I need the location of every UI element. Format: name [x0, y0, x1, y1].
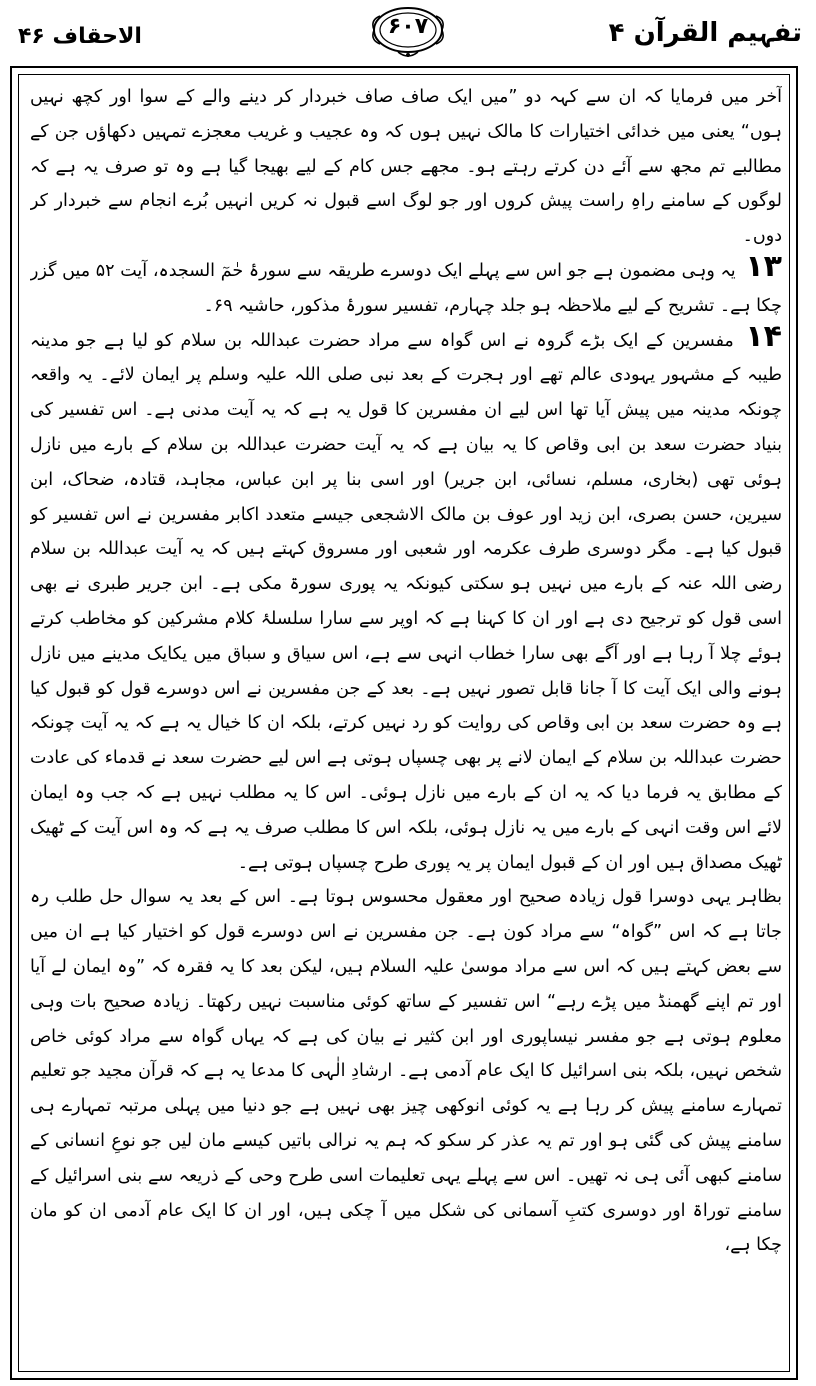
footnote-paragraph — [30, 248, 782, 324]
footnote-paragraph — [30, 318, 782, 881]
footnote-number: ۱۳ — [745, 248, 782, 284]
paragraph-text: یہ وہی مضمون ہے جو اس سے پہلے ایک دوسرے طریقہ سے سورۂ حٰمٓ السجدہ، آیت ۵۲ میں گزر چکا ہے۔ تشریح کے لیے ملاحظہ ہو جلد چہارم، تفسیر سورۂ مذکور، حاشیہ ۶۹۔ — [30, 260, 782, 316]
page-header — [0, 0, 816, 70]
paragraph-text: مفسرین کے ایک بڑے گروہ نے اس گواہ سے مراد حضرت عبداللہ بن سلام کو لیا ہے جو مدینہ طیبہ کے مشہور یہودی عالم تھے اور ہجرت کے بعد نبی صلی اللہ علیہ وسلم پر ایمان لائے۔ یہ واقعہ چونکہ مدینہ میں پیش آیا تھا اس لیے ان مفسرین کا قول یہ ہے کہ یہ آیت مدنی ہے۔ اس تفسیر کی بنیاد حضرت سعد بن ابی وقاص کا یہ بیان ہے کہ یہ آیت حضرت عبداللہ بن سلام کے بارے میں نازل ہوئی تھی (بخاری، مسلم، نسائی، ابن جریر) اور اسی بنا پر ابن عباس، مجاہد، قتادہ، ضحاک، ابن سیرین، حسن بصری، ابن زید اور عوف بن مالک الاشجعی جیسے متعدد اکابر مفسرین نے اس تفسیر کو قبول کیا ہے۔ مگر دوسری طرف عکرمہ اور شعبی اور مسروق کہتے ہیں کہ یہ آیت عبداللہ بن سلام رضی اللہ عنہ کے بارے میں نہیں ہو سکتی کیونکہ یہ پوری سورۃ مکی ہے۔ ابن جریر طبری نے بھی اسی قول کو ترجیح دی ہے اور ان کا کہنا ہے کہ اوپر سے سارا سلسلۂ کلام مشرکین کو مخاطب کرتے ہوئے چلا آ رہا ہے اور آگے بھی سارا خطاب انہی سے ہے، اس سیاق و سباق میں یکایک مدینے میں نازل ہونے والی ایک آیت کا آ جانا قابل تصور نہیں ہے۔ بعد کے جن مفسرین نے اس دوسرے قول کو قبول کیا ہے وہ حضرت سعد بن ابی وقاص کی روایت کو رد نہیں کرتے، بلکہ ان کا خیال یہ ہے کہ یہ آیت چونکہ حضرت عبداللہ بن سلام کے ایمان لانے پر بھی چسپاں ہوتی ہے اس لیے حضرت سعد نے قدماء کی عادت کے مطابق یہ فرما دیا کہ یہ ان کے بارے میں نازل ہوئی۔ اس کا یہ مطلب نہیں ہے کہ جب وہ ایمان لائے اس وقت انہی کے بارے میں یہ نازل ہوئی، بلکہ اس کا مطلب صرف یہ ہے کہ وہ اس آیت کے ٹھیک ٹھیک مصداق ہیں اور ان کے قبول ایمان پر یہ پوری طرح چسپاں ہوتی ہے۔ — [30, 330, 782, 873]
footnote-number: ۱۴ — [745, 318, 782, 354]
commentary-body — [30, 80, 782, 1370]
page-number: ۶۰۷ — [387, 14, 429, 39]
paragraph-text: آخر میں فرمایا کہ ان سے کہہ دو ”میں ایک صاف صاف خبردار کر دینے والے کے سوا اور کچھ نہیں ہوں“ یعنی میں خدائی اختیارات کا مالک نہیں ہوں کہ وہ عجیب و غریب معجزے تمہیں دکھاؤں جن کے مطالبے تم مجھ سے آئے دن کرتے رہتے ہو۔ مجھے جس کام کے لیے بھیجا گیا ہے وہ تو صرف یہ ہے کہ لوگوں کے سامنے راہِ راست پیش کروں اور جو لوگ اسے قبول نہ کریں انہیں بُرے انجام سے خبردار کر دوں۔ — [30, 87, 782, 247]
paragraph-text: بظاہر یہی دوسرا قول زیادہ صحیح اور معقول محسوس ہوتا ہے۔ اس کے بعد یہ سوال حل طلب رہ جاتا ہے کہ اس ”گواہ“ سے مراد کون ہے۔ جن مفسرین نے اس دوسرے قول کو اختیار کیا ہے ان میں سے بعض کہتے ہیں کہ اس سے مراد موسیٰ علیہ السلام ہیں، لیکن بعد کا یہ فقرہ کہ ”وہ ایمان لے آیا اور تم اپنے گھمنڈ میں پڑے رہے“ اس تفسیر کے ساتھ کوئی مناسبت نہیں رکھتا۔ زیادہ صحیح بات وہی معلوم ہوتی ہے جو مفسر نیساپوری اور ابن کثیر نے بیان کی ہے کہ یہاں گواہ سے مراد کوئی خاص شخص نہیں، بلکہ بنی اسرائیل کا ایک عام آدمی ہے۔ ارشادِ الٰہی کا مدعا یہ ہے کہ قرآن مجید جو تعلیم تمہارے سامنے پیش کر رہا ہے یہ کوئی انوکھی چیز بھی نہیں ہے جو دنیا میں پہلی مرتبہ تمہارے ہی سامنے پیش کی گئی ہو اور تم یہ عذر کر سکو کہ ہم یہ نرالی باتیں کیسے مان لیں جو نوعِ انسانی کے سامنے کبھی آئی ہی نہ تھیں۔ اس سے پہلے یہی تعلیمات اسی طرح وحی کے ذریعہ سے بنی اسرائیل کے سامنے توراۃ اور دوسری کتبِ آسمانی کی شکل میں آ چکی ہیں، اور ان کا ایک عام آدمی ان کو مان چکا ہے، — [30, 887, 782, 1256]
book-title: تفہیم القرآن ۴ — [608, 18, 802, 48]
surah-name: الاحقاف ۴۶ — [18, 24, 142, 49]
paragraph — [30, 80, 782, 254]
paragraph — [30, 880, 782, 1263]
